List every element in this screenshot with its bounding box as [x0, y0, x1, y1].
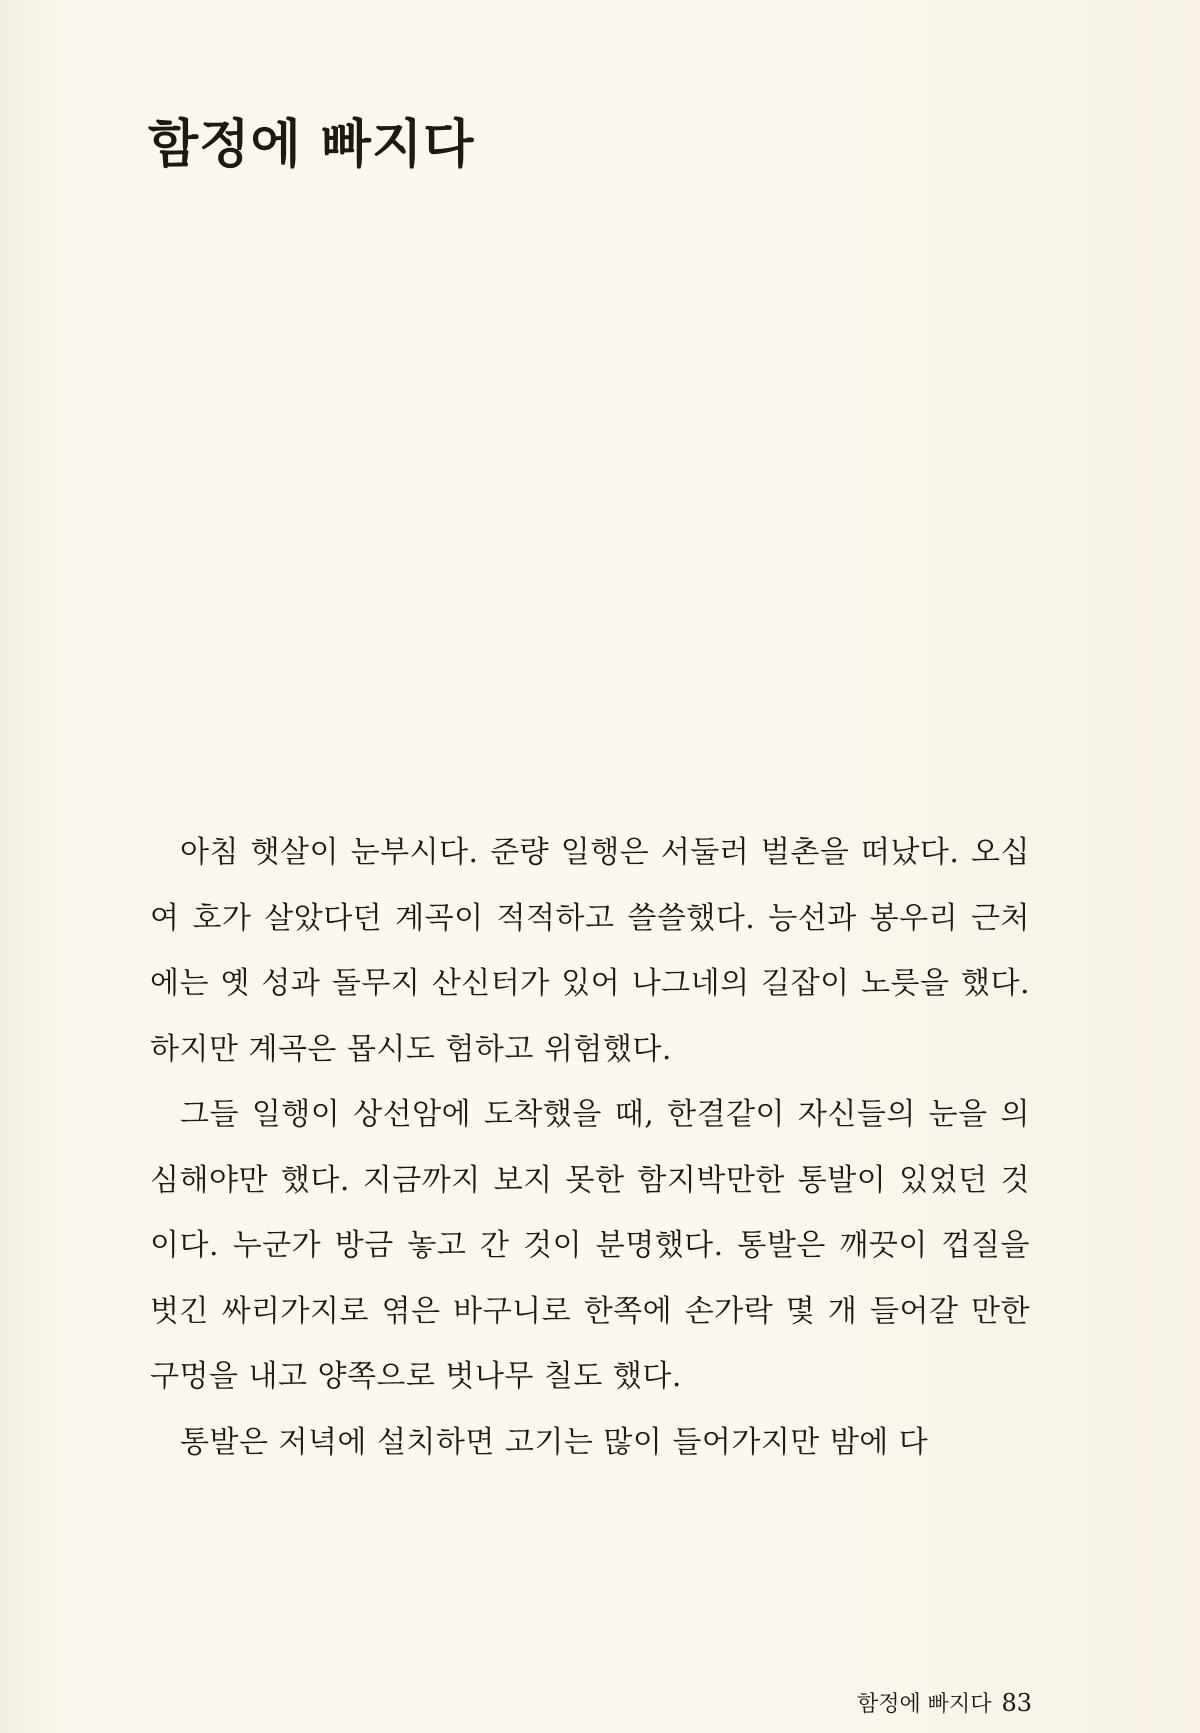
chapter-title: 함정에 빠지다: [148, 114, 475, 175]
page-footer: [857, 1688, 1032, 1720]
running-head: 함정에 빠지다: [856, 1692, 992, 1717]
body-text: [150, 820, 1030, 1475]
page-number: 83: [1001, 1689, 1032, 1717]
paragraph-2: 그들 일행이 상선암에 도착했을 때, 한결같이 자신들의 눈을 의심해야만 했다. 지금까지 보지 못한 함지박만한 통발이 있었던 것이다. 누군가 방금 놓고 간 것이 분명했다. 통발은 깨끗이 껍질을 벗긴 싸리가지로 엮은 바구니로 한쪽에 손가락 몇 개 들어갈 만한 구멍을 내고 양쪽으로 벗나무 칠도 했다.: [150, 1097, 1030, 1394]
paragraph-1: 아침 햇살이 눈부시다. 준량 일행은 서둘러 벌촌을 떠났다. 오십여 호가 살았다던 계곡이 적적하고 쓸쓸했다. 능선과 봉우리 근처에는 옛 성과 돌무지 산신터가 있어 나그네의 길잡이 노릇을 했다. 하지만 계곡은 몹시도 험하고 위험했다.: [150, 835, 1030, 1067]
paragraph-3: 통발은 저녁에 설치하면 고기는 많이 들어가지만 밤에 다: [180, 1424, 929, 1460]
